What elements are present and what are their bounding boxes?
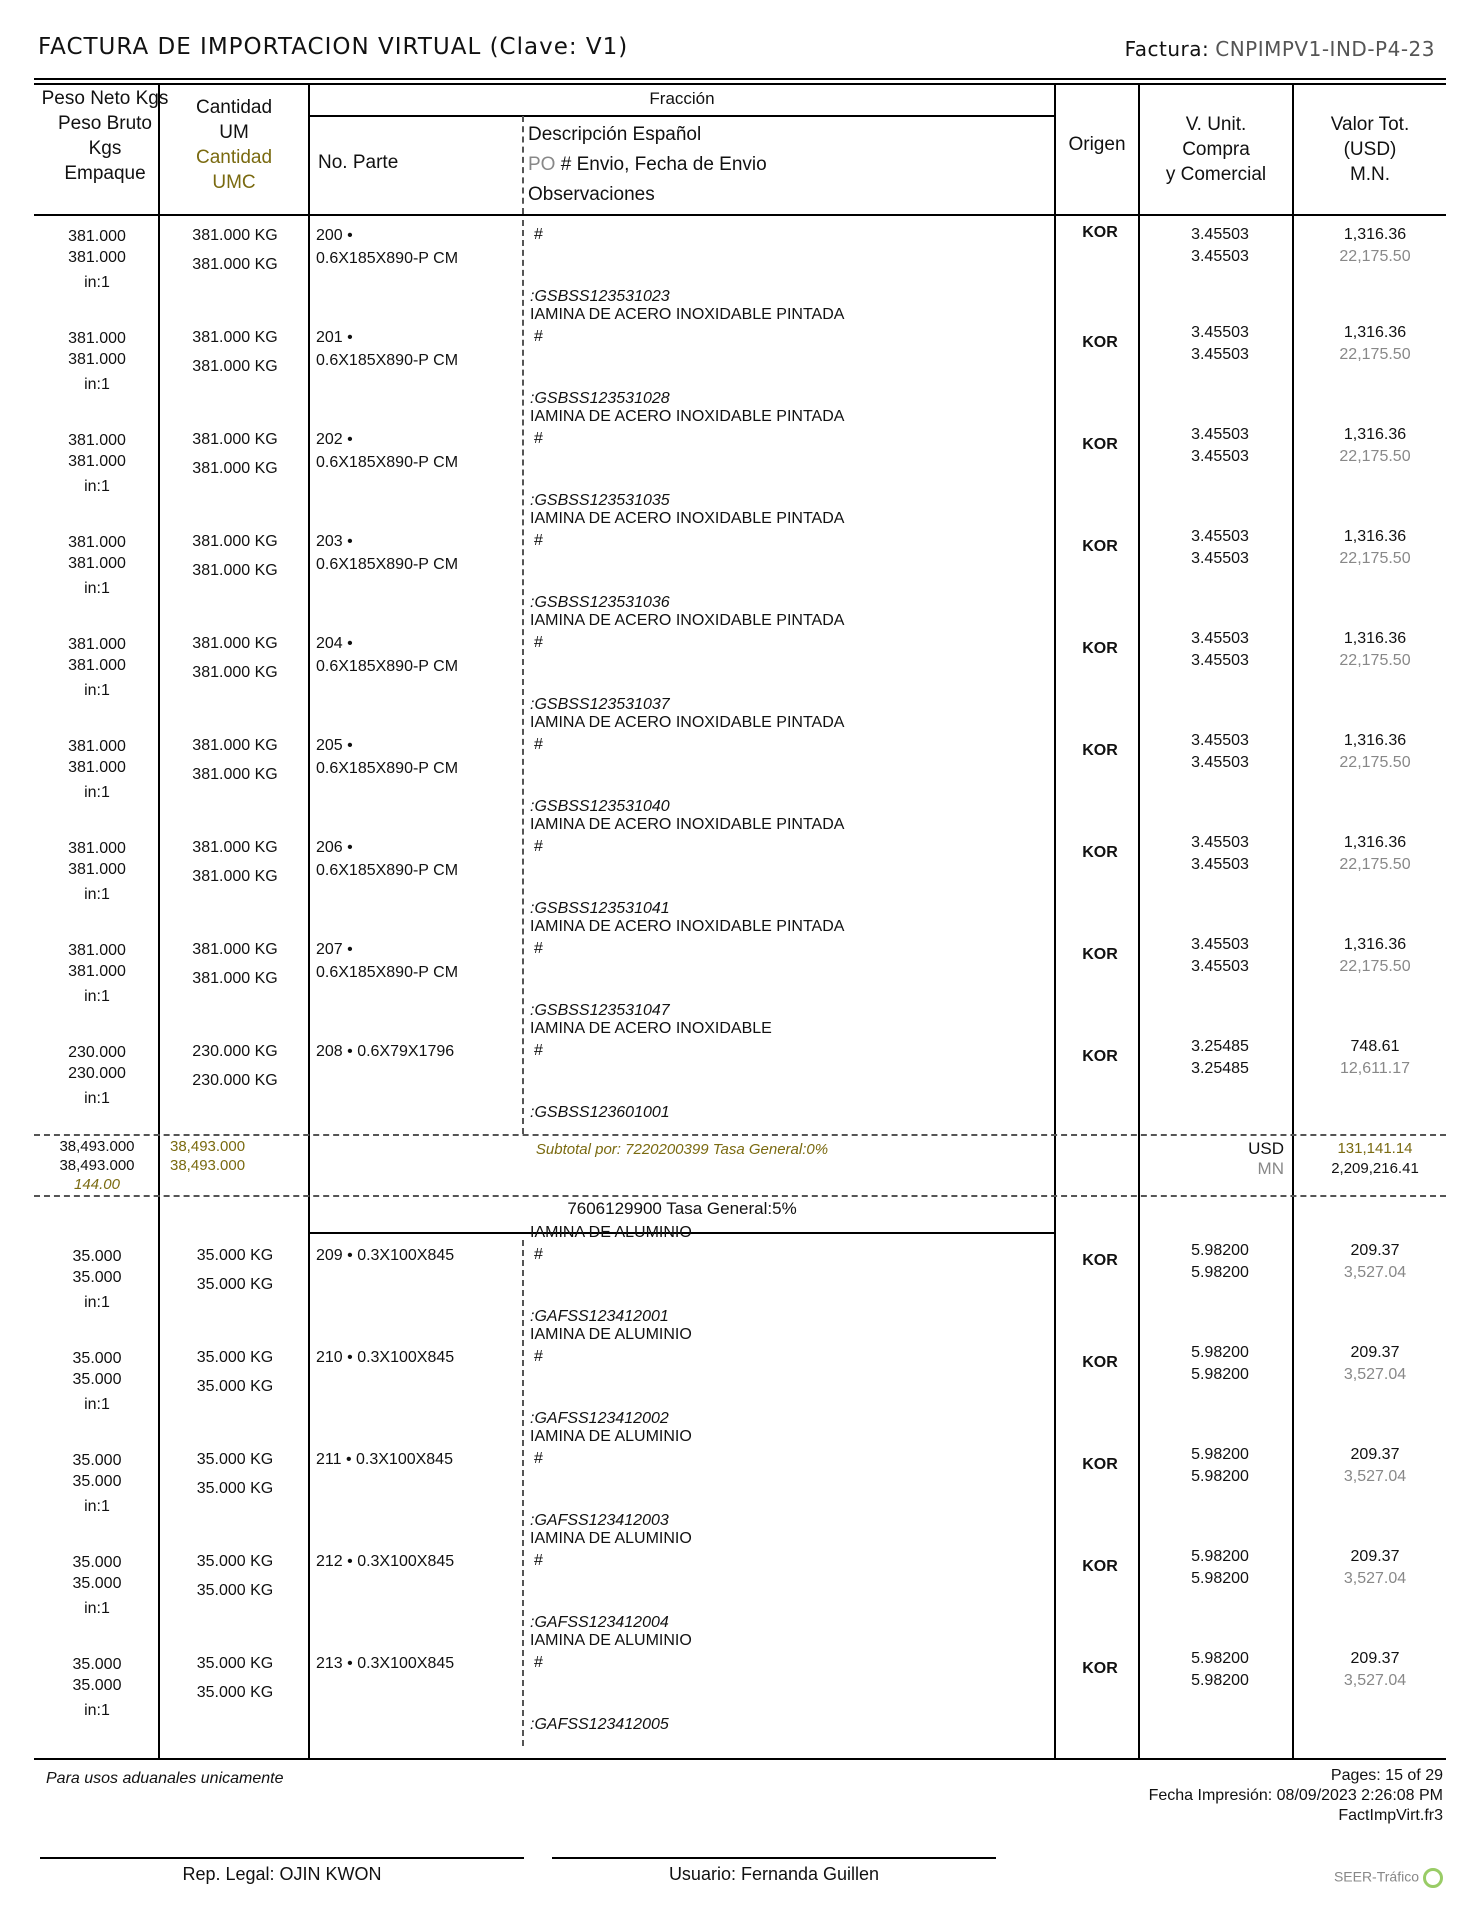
user-name: Usuario: Fernanda Guillen — [668, 1864, 880, 1884]
customs-note: Para usos aduanales unicamente — [46, 1770, 284, 1787]
unit-value-cell: 3.45503 3.45503 — [1191, 936, 1249, 975]
cantidad-cell: 381.000 KG 381.000 KG — [192, 431, 278, 477]
cantidad-cell: 381.000 KG 381.000 KG — [192, 329, 278, 375]
total-value-cell: 209.37 3,527.04 — [1343, 1548, 1407, 1587]
part-number: 206 • 0.6X185X890-P CM — [316, 839, 459, 879]
unit-value-cell: 5.98200 5.98200 — [1191, 1446, 1249, 1485]
peso-cell: 35.000 35.000 in:1 — [72, 1452, 122, 1515]
header-peso: Peso Neto Kgs Peso Bruto Kgs Empaque — [41, 88, 169, 184]
cantidad-cell: 381.000 KG 381.000 KG — [192, 737, 278, 783]
unit-value-cell: 3.45503 3.45503 — [1191, 528, 1249, 567]
origin-cell: KOR — [1082, 436, 1118, 453]
description-cell: IAMINA DE ALUMINIO # :GAFSS123412002 — [530, 1326, 692, 1427]
part-number: 202 • 0.6X185X890-P CM — [316, 431, 459, 471]
origin-cell: KOR — [1082, 1354, 1118, 1371]
legal-rep: Rep. Legal: OJIN KWON — [182, 1864, 382, 1884]
unit-value-cell: 5.98200 5.98200 — [1191, 1344, 1249, 1383]
total-value-cell: 1,316.36 22,175.50 — [1339, 834, 1411, 873]
peso-cell: 381.000 381.000 in:1 — [68, 942, 126, 1005]
origin-cell: KOR — [1082, 1660, 1118, 1677]
description-cell: IAMINA DE ALUMINIO # :GAFSS123412001 — [530, 1224, 692, 1325]
origin-cell: KOR — [1082, 742, 1118, 759]
description-cell: IAMINA DE ALUMINIO # :GAFSS123412005 — [530, 1632, 692, 1733]
header-valor: Valor Tot. (USD) M.N. — [1330, 114, 1410, 185]
origin-cell: KOR — [1082, 946, 1118, 963]
total-value-cell: 748.61 12,611.17 — [1340, 1038, 1410, 1077]
part-number: 207 • 0.6X185X890-P CM — [316, 941, 459, 981]
subtotal-cantidad: 38,493.000 38,493.000 — [170, 1138, 246, 1174]
total-value-cell: 1,316.36 22,175.50 — [1339, 324, 1411, 363]
subtotal-label: Subtotal por: 7220200399 Tasa General:0% — [535, 1141, 829, 1158]
description-cell: IAMINA DE ACERO INOXIDABLE PINTADA # :GSBSS123531047 — [530, 918, 845, 1019]
report-file: FactImpVirt.fr3 — [1338, 1807, 1443, 1824]
unit-value-cell: 5.98200 5.98200 — [1191, 1548, 1249, 1587]
origin-cell: KOR — [1082, 334, 1118, 351]
part-number: 200 • 0.6X185X890-P CM — [316, 227, 459, 267]
peso-cell: 35.000 35.000 in:1 — [72, 1554, 122, 1617]
origin-cell: KOR — [1082, 1558, 1118, 1575]
cantidad-cell: 35.000 KG 35.000 KG — [196, 1451, 274, 1497]
part-number: 211 • 0.3X100X845 — [316, 1451, 453, 1468]
cantidad-cell: 35.000 KG 35.000 KG — [196, 1349, 274, 1395]
origin-cell: KOR — [1082, 1252, 1118, 1269]
subtotal-peso: 38,493.000 38,493.000 144.00 — [59, 1138, 135, 1193]
total-value-cell: 1,316.36 22,175.50 — [1339, 426, 1411, 465]
origin-cell: KOR — [1082, 1048, 1118, 1065]
unit-value-cell: 3.45503 3.45503 — [1191, 630, 1249, 669]
unit-value-cell: 3.45503 3.45503 — [1191, 226, 1249, 265]
header-descripcion: Descripción Español PO # Envio, Fecha de Envio Observaciones — [528, 124, 767, 205]
description-cell: IAMINA DE ALUMINIO # :GAFSS123412003 — [530, 1428, 692, 1529]
peso-cell: 35.000 35.000 in:1 — [72, 1350, 122, 1413]
description-cell: IAMINA DE ALUMINIO # :GAFSS123412004 — [530, 1530, 692, 1631]
total-value-cell: 209.37 3,527.04 — [1343, 1242, 1407, 1281]
header-vunit: V. Unit. Compra y Comercial — [1165, 114, 1267, 185]
header-no-parte: No. Parte — [318, 152, 399, 173]
unit-value-cell: 3.45503 3.45503 — [1191, 324, 1249, 363]
print-info — [1149, 1766, 1443, 1826]
total-value-cell: 209.37 3,527.04 — [1343, 1650, 1407, 1689]
group2-fraccion: 7606129900 Tasa General:5% — [567, 1199, 797, 1218]
description-cell: IAMINA DE ACERO INOXIDABLE PINTADA # :GSBSS123531035 — [530, 408, 845, 509]
total-value-cell: 1,316.36 22,175.50 — [1339, 528, 1411, 567]
description-cell: IAMINA DE ACERO INOXIDABLE PINTADA # :GSBSS123531036 — [530, 510, 845, 611]
part-number: 205 • 0.6X185X890-P CM — [316, 737, 459, 777]
cantidad-cell: 381.000 KG 381.000 KG — [192, 227, 278, 273]
peso-cell: 35.000 35.000 in:1 — [72, 1656, 122, 1719]
total-value-cell: 1,316.36 22,175.50 — [1339, 732, 1411, 771]
description-cell: IAMINA DE ACERO INOXIDABLE PINTADA # :GSBSS123531037 — [530, 612, 845, 713]
part-number: 208 • 0.6X79X1796 — [316, 1043, 455, 1060]
invoice-label: Factura: — [1124, 37, 1210, 61]
peso-cell: 35.000 35.000 in:1 — [72, 1248, 122, 1311]
part-number: 210 • 0.3X100X845 — [316, 1349, 455, 1366]
part-number: 203 • 0.6X185X890-P CM — [316, 533, 459, 573]
print-date: Fecha Impresión: 08/09/2023 2:26:08 PM — [1148, 1787, 1443, 1804]
description-cell: IAMINA DE ACERO INOXIDABLE # :GSBSS123601001 — [530, 1020, 772, 1121]
unit-value-cell: 5.98200 5.98200 — [1191, 1242, 1249, 1281]
origin-cell: KOR — [1082, 640, 1118, 657]
origin-cell: KOR — [1082, 224, 1118, 241]
origin-cell: KOR — [1082, 538, 1118, 555]
peso-cell: 381.000 381.000 in:1 — [68, 228, 126, 291]
unit-value-cell: 3.25485 3.25485 — [1191, 1038, 1249, 1077]
part-number: 213 • 0.3X100X845 — [316, 1655, 455, 1672]
invoice-value: CNPIMPV1-IND-P4-23 — [1215, 37, 1435, 61]
peso-cell: 381.000 381.000 in:1 — [68, 636, 126, 699]
subtotal-values: 131,141.14 2,209,216.41 — [1331, 1140, 1419, 1177]
cantidad-cell: 35.000 KG 35.000 KG — [196, 1655, 274, 1701]
origin-cell: KOR — [1082, 844, 1118, 861]
page-count: Pages: 15 of 29 — [1330, 1767, 1443, 1784]
part-number: 201 • 0.6X185X890-P CM — [316, 329, 459, 369]
document-title: FACTURA DE IMPORTACION VIRTUAL (Clave: V1) — [38, 34, 629, 60]
peso-cell: 381.000 381.000 in:1 — [68, 330, 126, 393]
origin-cell: KOR — [1082, 1456, 1118, 1473]
seer-logo-icon — [1423, 1868, 1443, 1888]
cantidad-cell: 381.000 KG 381.000 KG — [192, 941, 278, 987]
cantidad-cell: 381.000 KG 381.000 KG — [192, 839, 278, 885]
description-cell: IAMINA DE ACERO INOXIDABLE PINTADA # :GSBSS123531040 — [530, 714, 845, 815]
brand: SEER-Tráfico — [1334, 1868, 1443, 1888]
description-cell: IAMINA DE ACERO INOXIDABLE PINTADA # :GSBSS123531041 — [530, 816, 845, 917]
peso-cell: 381.000 381.000 in:1 — [68, 534, 126, 597]
cantidad-cell: 35.000 KG 35.000 KG — [196, 1553, 274, 1599]
total-value-cell: 209.37 3,527.04 — [1343, 1446, 1407, 1485]
subtotal-currency: USD MN — [1248, 1139, 1284, 1178]
unit-value-cell: 5.98200 5.98200 — [1191, 1650, 1249, 1689]
description-cell: IAMINA DE ACERO INOXIDABLE PINTADA # :GSBSS123531028 — [530, 306, 845, 407]
header-origen: Origen — [1068, 134, 1126, 155]
cantidad-cell: 381.000 KG 381.000 KG — [192, 533, 278, 579]
cantidad-cell: 230.000 KG 230.000 KG — [192, 1043, 278, 1089]
total-value-cell: 209.37 3,527.04 — [1343, 1344, 1407, 1383]
peso-cell: 381.000 381.000 in:1 — [68, 432, 126, 495]
header-fraccion: Fracción — [649, 89, 715, 108]
invoice-number — [1125, 37, 1435, 61]
total-value-cell: 1,316.36 22,175.50 — [1339, 226, 1411, 265]
unit-value-cell: 3.45503 3.45503 — [1191, 426, 1249, 465]
total-value-cell: 1,316.36 22,175.50 — [1339, 936, 1411, 975]
peso-cell: 230.000 230.000 in:1 — [68, 1044, 126, 1107]
total-value-cell: 1,316.36 22,175.50 — [1339, 630, 1411, 669]
cantidad-cell: 381.000 KG 381.000 KG — [192, 635, 278, 681]
description-cell: # :GSBSS123531023 — [530, 226, 670, 305]
part-number: 212 • 0.3X100X845 — [316, 1553, 455, 1570]
header-cantidad: Cantidad UM Cantidad UMC — [195, 97, 273, 193]
cantidad-cell: 35.000 KG 35.000 KG — [196, 1247, 274, 1293]
unit-value-cell: 3.45503 3.45503 — [1191, 834, 1249, 873]
unit-value-cell: 3.45503 3.45503 — [1191, 732, 1249, 771]
part-number: 209 • 0.3X100X845 — [316, 1247, 455, 1264]
peso-cell: 381.000 381.000 in:1 — [68, 738, 126, 801]
peso-cell: 381.000 381.000 in:1 — [68, 840, 126, 903]
part-number: 204 • 0.6X185X890-P CM — [316, 635, 459, 675]
